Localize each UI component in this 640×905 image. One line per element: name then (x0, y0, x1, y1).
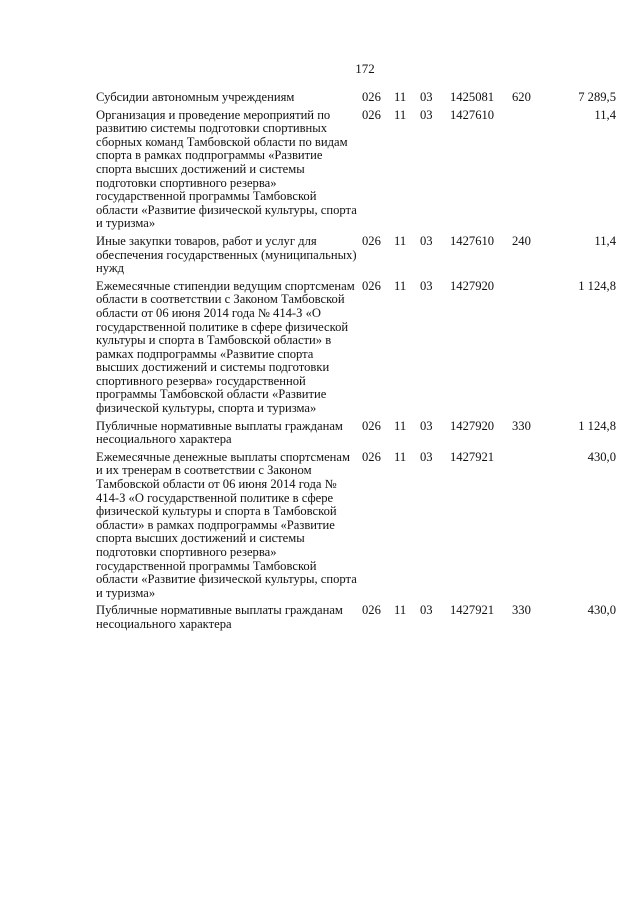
row-department-code: 026 (362, 90, 381, 104)
row-subsection-code: 03 (420, 233, 433, 248)
row-name: Иные закупки товаров, работ и услуг для обеспечения государственных (муниципальных) нужд (96, 233, 357, 276)
table-row (96, 451, 616, 605)
row-section-code: 11 (394, 233, 407, 248)
row-section-code: 11 (394, 418, 407, 433)
row-target-article-code: 1427610 (450, 233, 495, 248)
row-subsection-code: 03 (420, 278, 433, 293)
budget-table-body (96, 91, 616, 636)
row-amount: 1 124,8 (578, 418, 616, 433)
row-target-article-code: 1427920 (450, 418, 495, 433)
row-name: Ежемесячные стипендии ведущим спортсменам области в соответствии с Законом Тамбовской области от 06 июня 2014 года № 414-З «О государственной политике в сфере физической культуры и спорта в Тамбовской области» в рамках подпрограммы «Развитие спорта высших достижений и системы подготовки спортивного резерва» государственной программы Тамбовской области «Развитие физической культуры, спорта и туризма» (96, 278, 355, 416)
page-number: 172 (355, 61, 375, 76)
row-subsection-code: 03 (420, 418, 433, 433)
row-amount: 7 289,5 (578, 90, 616, 104)
row-name: Публичные нормативные выплаты гражданам несоциального характера (96, 603, 343, 631)
row-subsection-code: 03 (420, 90, 433, 104)
row-amount: 430,0 (587, 603, 616, 618)
budget-table (96, 91, 616, 636)
row-department-code: 026 (362, 449, 381, 464)
table-row (96, 420, 616, 451)
row-amount: 1 124,8 (578, 278, 616, 293)
row-section-code: 11 (394, 90, 407, 104)
row-subsection-code: 03 (420, 449, 433, 464)
row-expense-type-code (512, 109, 542, 235)
table-row (96, 280, 616, 420)
row-amount: 11,4 (594, 233, 616, 248)
row-amount: 430,0 (587, 449, 616, 464)
row-target-article-code: 1427921 (450, 603, 495, 618)
row-name: Субсидии автономным учреждениям (96, 90, 295, 104)
row-name: Организация и проведение мероприятий по развитию системы подготовки спортивных сборных команд Тамбовской области по видам спорта в рамках подпрограммы «Развитие спорта высших достижений и системы подготовки спортивного резерва» государственной программы Тамбовской области «Развитие физической культуры, спорта и туризма» (96, 107, 357, 231)
table-row (96, 235, 616, 280)
row-subsection-code: 03 (420, 603, 433, 618)
row-expense-type-code (512, 280, 542, 420)
row-amount: 11,4 (594, 107, 616, 122)
row-target-article-code: 1425081 (450, 90, 495, 104)
row-department-code: 026 (362, 107, 381, 122)
row-name: Публичные нормативные выплаты гражданам несоциального характера (96, 418, 343, 447)
table-row (96, 604, 616, 635)
row-name: Ежемесячные денежные выплаты спортсменам и их тренерам в соответствии с Законом Тамбовской области от 06 июня 2014 года № 414-З «О государственной политике в сфере физической культуры и спорта в Тамбовской области» в рамках подпрограммы «Развитие спорта высших достижений и системы подготовки спортивного резерва» государственной программы Тамбовской области «Развитие физической культуры, спорта и туризма» (96, 449, 357, 600)
row-section-code: 11 (394, 603, 407, 618)
row-section-code: 11 (394, 449, 407, 464)
row-expense-type-code: 330 (512, 603, 531, 618)
row-section-code: 11 (394, 107, 407, 122)
row-department-code: 026 (362, 278, 381, 293)
table-row (96, 91, 616, 109)
row-department-code: 026 (362, 233, 381, 248)
row-expense-type-code: 620 (512, 90, 531, 104)
row-expense-type-code: 240 (512, 233, 531, 248)
table-row (96, 109, 616, 235)
row-department-code: 026 (362, 603, 381, 618)
row-target-article-code: 1427610 (450, 107, 495, 122)
row-section-code: 11 (394, 278, 407, 293)
row-expense-type-code (512, 451, 542, 605)
row-target-article-code: 1427920 (450, 278, 495, 293)
row-expense-type-code: 330 (512, 418, 531, 433)
row-department-code: 026 (362, 418, 381, 433)
row-target-article-code: 1427921 (450, 449, 495, 464)
row-subsection-code: 03 (420, 107, 433, 122)
